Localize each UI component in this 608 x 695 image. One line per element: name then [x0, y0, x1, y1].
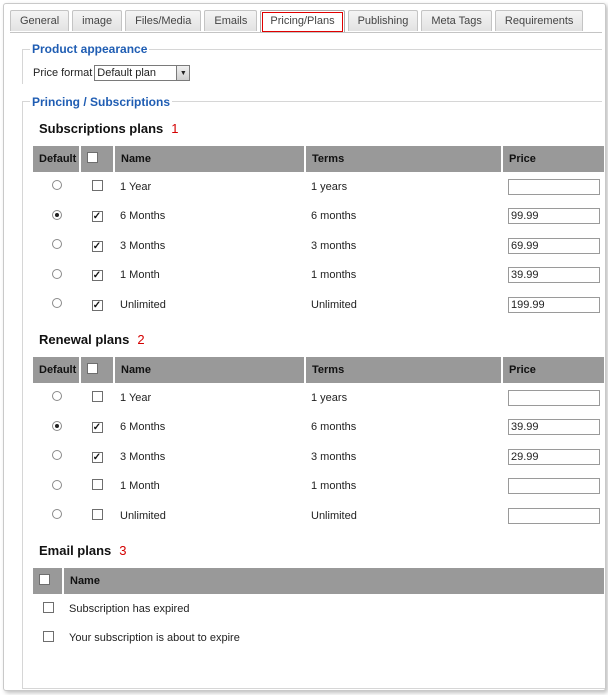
header-price: Price: [502, 357, 604, 383]
tab-pricing-plans[interactable]: [260, 10, 344, 32]
row-checkbox[interactable]: ✓: [92, 270, 102, 282]
default-radio[interactable]: [52, 450, 62, 460]
tab-publishing[interactable]: [348, 10, 419, 31]
check-cell: [80, 261, 114, 291]
plan-terms: 6 months: [311, 421, 357, 434]
table-row: [33, 383, 604, 413]
tab-label: Meta Tags: [431, 15, 482, 27]
check-cell: [33, 594, 63, 624]
plan-name: 1 Year: [120, 180, 152, 193]
check-cell: [80, 290, 114, 320]
default-radio[interactable]: [52, 480, 62, 490]
tab-general[interactable]: [10, 10, 69, 31]
table-header-row: [33, 568, 604, 594]
row-checkbox[interactable]: [92, 391, 103, 402]
plan-terms: 1 years: [311, 180, 348, 193]
price-format-value: Default plan: [97, 67, 157, 79]
row-checkbox[interactable]: ✓: [92, 299, 102, 311]
default-cell: [33, 472, 80, 502]
price-input[interactable]: 99.99: [508, 208, 600, 224]
tab-bar: [10, 10, 586, 34]
price-input[interactable]: [508, 478, 600, 494]
table-header-row: [33, 357, 604, 383]
tab-label: Publishing: [357, 15, 409, 27]
tab-highlight: [262, 12, 342, 32]
row-checkbox[interactable]: [92, 509, 103, 520]
header-default: Default: [33, 146, 80, 172]
default-radio[interactable]: [52, 180, 62, 190]
price-cell: [502, 501, 604, 531]
plan-name: 6 Months: [120, 421, 166, 434]
select-all-checkbox[interactable]: [87, 152, 98, 163]
renewal-title-text: Renewal plans: [39, 332, 130, 347]
check-cell: [33, 624, 63, 654]
row-checkbox[interactable]: [92, 479, 103, 490]
plan-terms: 1 years: [311, 391, 348, 404]
tab-requirements[interactable]: [495, 10, 583, 31]
table-row: [33, 472, 604, 502]
check-cell: [80, 501, 114, 531]
plan-terms: 3 months: [311, 239, 357, 252]
default-radio[interactable]: [52, 298, 62, 308]
price-input[interactable]: [508, 390, 600, 406]
header-name: Name: [63, 568, 604, 594]
check-cell: [80, 383, 114, 413]
plan-name: Unlimited: [120, 298, 166, 311]
plan-name: 6 Months: [120, 210, 166, 223]
price-input[interactable]: 39.99: [508, 419, 600, 435]
row-checkbox[interactable]: ✓: [92, 211, 102, 223]
default-cell: [33, 261, 80, 291]
default-radio[interactable]: [52, 509, 62, 519]
check-cell: [80, 231, 114, 261]
price-cell: [502, 172, 604, 202]
email-table: [33, 568, 604, 653]
plan-name: 1 Month: [120, 269, 160, 282]
price-cell: [502, 231, 604, 261]
row-checkbox[interactable]: ✓: [92, 240, 102, 252]
fieldset-border: [22, 49, 23, 84]
header-select-all: [33, 568, 63, 594]
header-price: Price: [502, 146, 604, 172]
plan-terms: 3 months: [311, 450, 357, 463]
price-cell: [502, 383, 604, 413]
table-header-row: [33, 146, 604, 172]
tab-image[interactable]: [72, 10, 122, 31]
header-select-all: [80, 357, 114, 383]
email-name: Subscription has expired: [69, 602, 190, 615]
default-radio[interactable]: [52, 239, 62, 249]
tab-label: Requirements: [504, 15, 574, 27]
price-format-row: [33, 65, 190, 81]
price-cell: [502, 413, 604, 443]
row-checkbox[interactable]: ✓: [92, 422, 102, 434]
default-radio[interactable]: [52, 269, 62, 279]
table-row: [33, 442, 604, 472]
tab-emails[interactable]: [204, 10, 257, 31]
price-input[interactable]: 199.99: [508, 297, 600, 313]
check-cell: [80, 442, 114, 472]
table-row: [33, 290, 604, 320]
header-default: Default: [33, 357, 80, 383]
subscriptions-table: [33, 146, 604, 320]
plan-terms: Unlimited: [311, 298, 357, 311]
price-cell: [502, 261, 604, 291]
price-format-label: Price format: [33, 67, 93, 79]
plan-name: 3 Months: [120, 239, 166, 252]
price-input[interactable]: [508, 508, 600, 524]
plan-terms: 1 months: [311, 269, 357, 282]
default-cell: [33, 290, 80, 320]
row-checkbox[interactable]: ✓: [92, 451, 102, 463]
table-row: [33, 624, 604, 654]
default-cell: [33, 202, 80, 232]
table-row: [33, 202, 604, 232]
default-cell: [33, 501, 80, 531]
subscriptions-title: [39, 121, 178, 136]
tab-label: General: [20, 15, 60, 27]
check-cell: [80, 172, 114, 202]
table-row: [33, 261, 604, 291]
plan-name: 3 Months: [120, 450, 166, 463]
default-cell: [33, 442, 80, 472]
default-cell: [33, 383, 80, 413]
tab-meta-tags[interactable]: [421, 10, 492, 31]
price-cell: [502, 442, 604, 472]
price-input[interactable]: 69.99: [508, 238, 600, 254]
row-checkbox[interactable]: [43, 631, 54, 642]
default-cell: [33, 231, 80, 261]
renewal-number: 2: [137, 332, 145, 347]
plan-terms: 1 months: [311, 480, 357, 493]
row-checkbox[interactable]: [43, 602, 54, 613]
email-title-text: Email plans: [39, 543, 112, 558]
header-select-all: [80, 146, 114, 172]
product-appearance-legend: Product appearance: [32, 42, 148, 56]
plan-name: Unlimited: [120, 509, 166, 522]
price-cell: [502, 202, 604, 232]
subscriptions-number: 1: [171, 121, 179, 136]
check-cell: [80, 472, 114, 502]
price-input[interactable]: 39.99: [508, 267, 600, 283]
tab-label: image: [82, 15, 113, 27]
price-input[interactable]: [508, 179, 600, 195]
table-row: [33, 413, 604, 443]
default-radio[interactable]: [52, 210, 62, 220]
price-input[interactable]: 29.99: [508, 449, 600, 465]
check-cell: [80, 202, 114, 232]
pricing-legend: Princing / Subscriptions: [32, 95, 171, 109]
row-checkbox[interactable]: [92, 180, 103, 191]
email-name: Your subscription is about to expire: [69, 632, 240, 645]
check-cell: [80, 413, 114, 443]
header-terms: Terms: [305, 357, 502, 383]
select-all-checkbox[interactable]: [39, 574, 50, 585]
header-terms: Terms: [305, 146, 502, 172]
tab-label: Files/Media: [135, 15, 192, 27]
email-title: [39, 543, 126, 558]
tab-label: Pricing/Plans: [270, 15, 335, 27]
chevron-down-icon: ▼: [176, 66, 189, 80]
default-radio[interactable]: [52, 421, 62, 431]
tab-label: Emails: [214, 15, 248, 27]
select-all-checkbox[interactable]: [87, 363, 98, 374]
renewal-table: [33, 357, 604, 531]
default-radio[interactable]: [52, 391, 62, 401]
table-row: [33, 172, 604, 202]
plan-name: 1 Month: [120, 480, 160, 493]
table-row: [33, 594, 604, 624]
plan-terms: 6 months: [311, 210, 357, 223]
table-row: [33, 231, 604, 261]
price-format-select[interactable]: [94, 65, 190, 81]
plan-name: 1 Year: [120, 391, 152, 404]
price-cell: [502, 290, 604, 320]
tab-baseline: [10, 32, 602, 33]
header-name: Name: [114, 357, 305, 383]
tab-files-media[interactable]: [125, 10, 201, 31]
default-cell: [33, 172, 80, 202]
subscriptions-title-text: Subscriptions plans: [39, 121, 164, 136]
default-cell: [33, 413, 80, 443]
header-name: Name: [114, 146, 305, 172]
renewal-title: [39, 332, 145, 347]
email-number: 3: [119, 543, 127, 558]
table-row: [33, 501, 604, 531]
price-cell: [502, 472, 604, 502]
plan-terms: Unlimited: [311, 509, 357, 522]
